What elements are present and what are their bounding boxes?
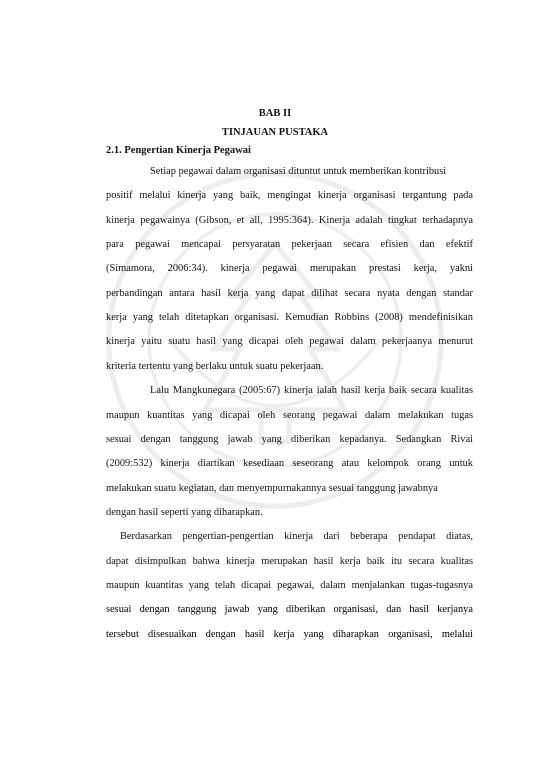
paragraph-line: (Simamora, 2006:34). kinerja pegawai merupakan prestasi kerja, yakni	[106, 263, 473, 275]
paragraph-line: kinerja yaitu suatu hasil yang dicapai oleh pegawai dalam pekerjaanya menurut	[106, 336, 473, 348]
chapter-title: TINJAUAN PUSTAKA	[221, 127, 329, 138]
paragraph-line: (2009:532) kinerja diartikan kesediaan seseorang atau kelompok orang untuk	[106, 458, 473, 470]
paragraph-line: kinerja pegawainya (Gibson, et all, 1995:364). Kinerja adalah tingkat terhadapnya	[106, 214, 473, 226]
paragraph-line: positif melalui kinerja yang baik, mengingat kinerja organisasi tergantung pada	[106, 190, 473, 202]
paragraph-line: sesuai dengan tanggung jawab yang diberikan organisasi, dan hasil kerjanya	[106, 604, 473, 616]
paragraph-line: Berdasarkan pengertian-pengertian kinerja dari beberapa pendapat diatas,	[120, 531, 473, 543]
paragraph-line: dapat disimpulkan bahwa kinerja merupakan hasil kerja baik itu secara kualitas	[106, 555, 473, 567]
paragraph-line: dengan hasil seperti yang diharapkan.	[106, 506, 263, 518]
chapter-number: BAB II	[258, 108, 292, 119]
paragraph-line: sesuai dengan tanggung jawab yang diberikan kepadanya. Sedangkan Rivai	[106, 433, 473, 445]
paragraph-line: melakukan suatu kegiatan, dan menyempurnakannya sesuai tanggung jawabnya	[106, 482, 438, 494]
section-heading: 2.1. Pengertian Kinerja Pegawai	[106, 145, 251, 156]
paragraph-line: maupun kuantitas yang dicapai oleh seorang pegawai dalam melakukan tugas	[106, 409, 473, 421]
paragraph-line: Lalu Mangkunegara (2005:67) kinerja ialah hasil kerja baik secara kualitas	[150, 385, 473, 397]
paragraph-line: Setiap pegawai dalam organisasi dituntut untuk memberikan kontribusi	[150, 166, 447, 177]
paragraph-line: maupun kuantitas yang telah dicapai pegawai, dalam menjalankan tugas-tugasnya	[106, 579, 473, 591]
paragraph-line: tersebut disesuaikan dengan hasil kerja yang diharapkan organisasi, melalui	[106, 628, 473, 640]
paragraph-line: kerja yang telah ditetapkan organisasi. Kemudian Robbins (2008) mendefinisikan	[106, 312, 473, 324]
paragraph-line: para pegawai mencapai persyaratan pekerjaan secara efisien dan efektif	[106, 239, 473, 251]
paragraph-line: kriteria tertentu yang berlaku untuk suatu pekerjaan.	[106, 360, 324, 372]
paragraph-line: perbandingan antara hasil kerja yang dapat dilihat secara nyata dengan standar	[106, 287, 473, 299]
